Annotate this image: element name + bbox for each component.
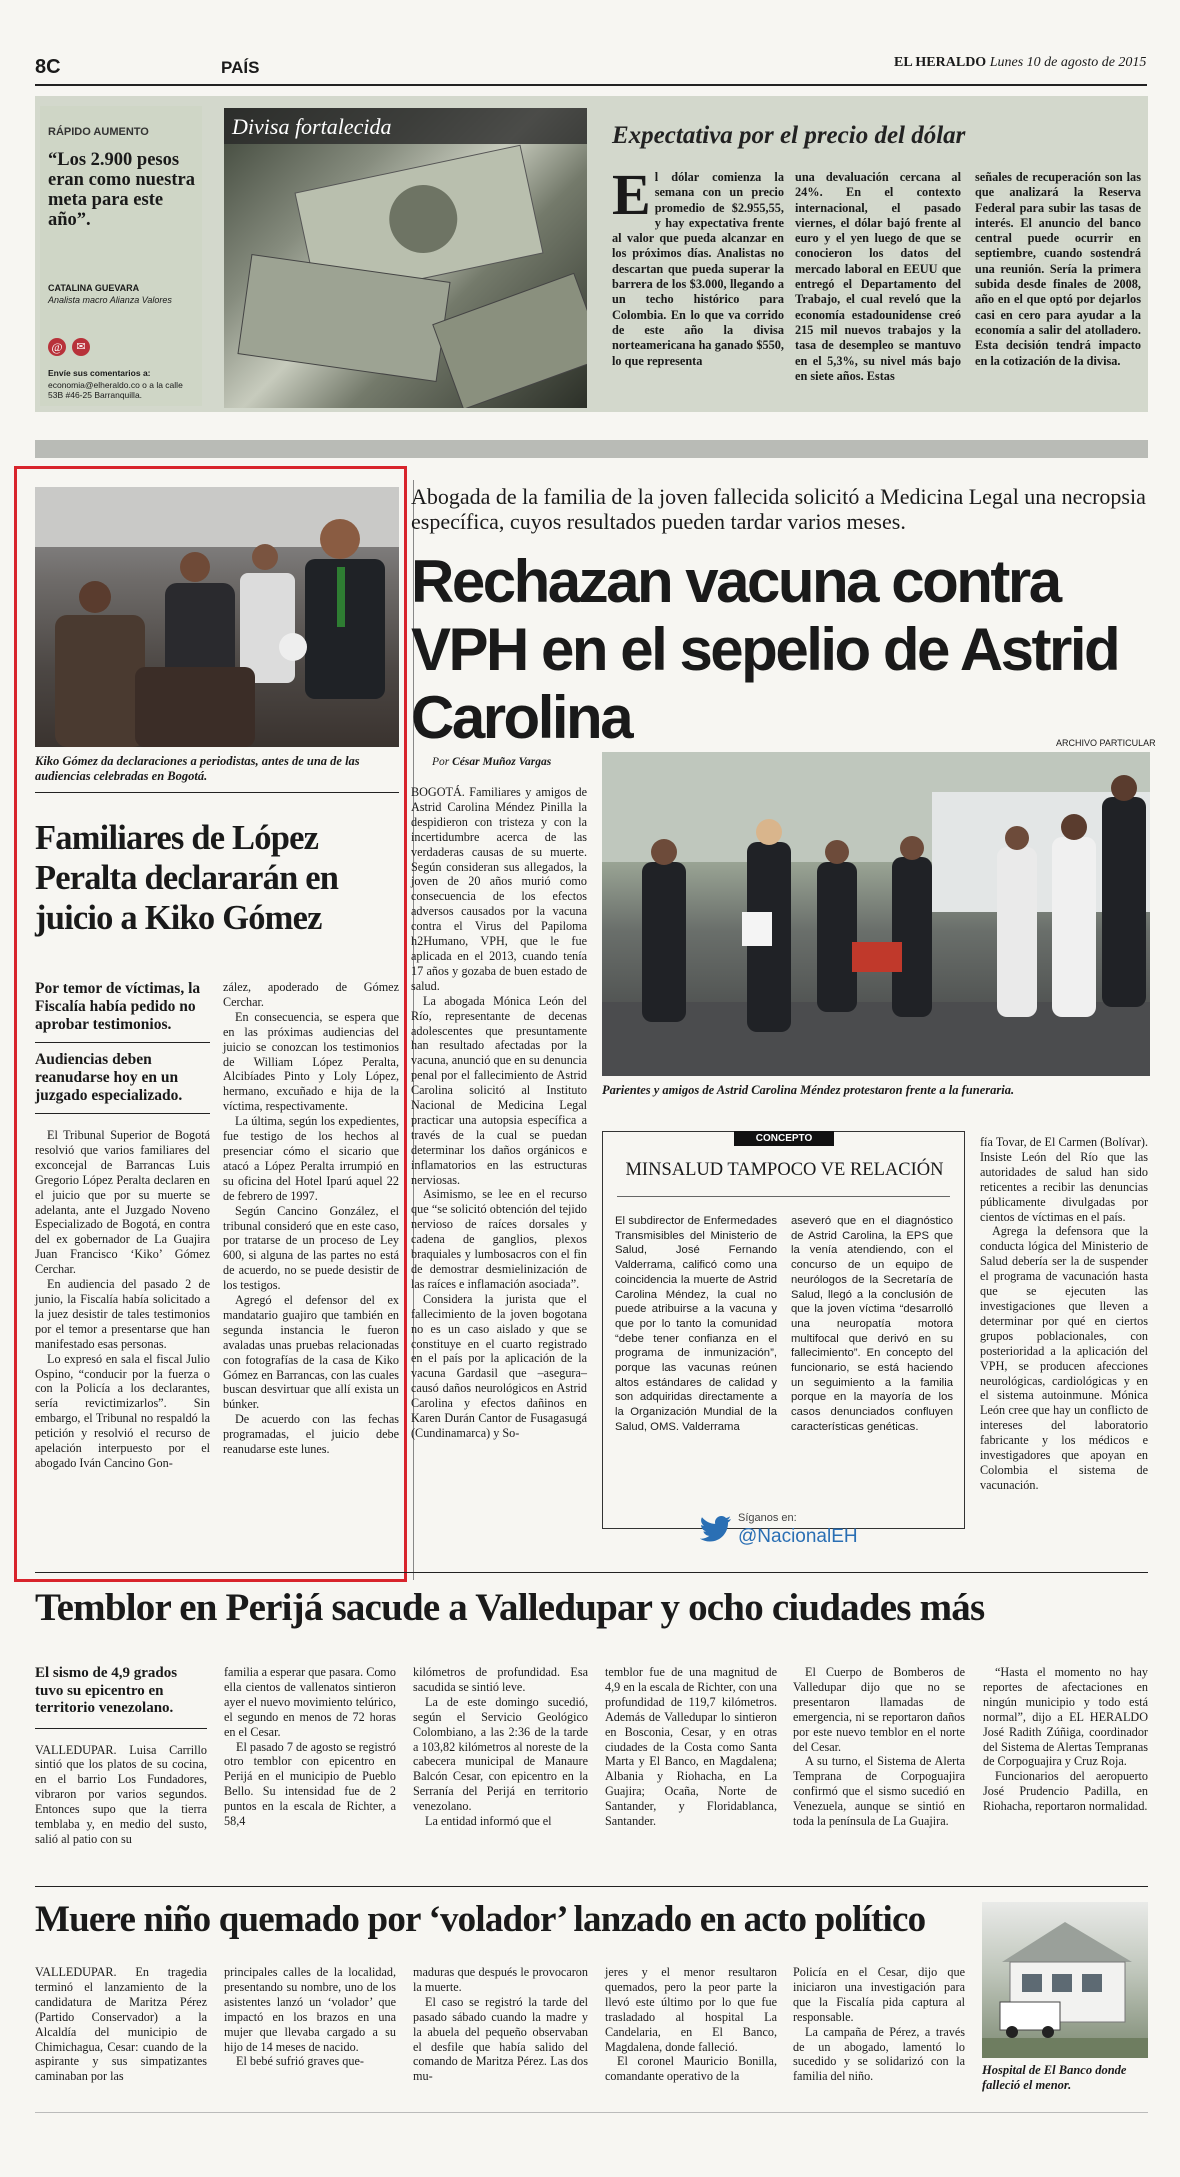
nino-p4b: El coronel Mauricio Bonilla, comandante operativo de la: [605, 2054, 777, 2084]
concepto-title: MINSALUD TAMPOCO VE RELACIÓN: [625, 1160, 944, 1180]
twitter-bird-icon: [700, 1516, 732, 1542]
kiko-p4: zález, apoderado de Gómez Cerchar.: [223, 980, 399, 1009]
quote-kicker: RÁPIDO AUMENTO: [48, 126, 149, 138]
nino-p3b: El caso se registró la tarde del pasado sábado cuando la madre y la abuela del pequeño observaban el desfile que había salido del comando de Maritza Pérez. Las dos mu-: [413, 1994, 588, 2084]
kiko-p3: Lo expresó en sala el fiscal Julio Ospino, “conducir por la fuerza o con la Policía a los declarantes, sería revictimizarlos”. Sin embargo, el Tribunal no respaldó la petición y resolvió el recurso de apelación interpuesto por el abogado Iván Cancino Gon-: [35, 1351, 210, 1470]
nino-col-1: VALLEDUPAR. En tragedia terminó el lanzamiento de la candidatura de Maritza Pérez (Partido Conservador) a la Alcaldía del municipio de Chimichagua, Cesar: cuando de la aspirante y sus simpatizantes caminaban por las: [35, 1965, 207, 2084]
vph-p6: Agrega la defensora que la conducta lógica del Ministerio de Salud debería ser la de suspender el programa de vacunación hasta que se ejecuten las investigaciones que lleven a determinar por qué en ciertos grupos poblacionales, con posterioridad a la aplicación del VPH, se producen afecciones neurológicas, cardiológicas y en el sistema autoinmune. Mónica León cree que hay un conflicto de intereses del laboratorio fabricante y los médicos e investigadores que apoyan en Colombia el sistema de vacunación.: [980, 1224, 1148, 1492]
at-icon: @: [48, 338, 66, 356]
temblor-col-1-text: VALLEDUPAR. Luisa Carrillo sintió que los platos de su cocina, en el barrio Los Fundadores, vibraron por varios segundos. Entonces supo que la tierra temblaba y, en medio del susto, salió al patio con su: [35, 1742, 207, 1846]
temblor-col-4: temblor fue de una magnitud de 4,9 en la escala de Richter, con una profundidad de 119,7 kilómetros. Además de Valledupar lo sintieron en Bosconia, Cesar, y en otras ciudades de la Costa como Santa Marta y El Banco, en Magdalena; Albania y Riohacha, en La Guajira; Ocaña, Norte de Santander, y Floridablanca, Santander.: [605, 1665, 777, 1829]
nino-p2b: El bebé sufrió graves que-: [236, 2054, 364, 2069]
page-top-edge: [0, 0, 1180, 10]
separator-band: [35, 440, 1148, 458]
kiko-p6: La última, según los expedientes, fue testigo de los hechos al presenciar cómo el sicario que atacó a López Peralta irrumpió en su oficina del Hotel Iparú aquel 22 de febrero de 1997.: [223, 1114, 399, 1203]
vph-p2: La abogada Mónica León del Río, representante de decenas adolescentes que presuntamente han resultado afectadas por la vacuna, anunció que en su denuncia penal por el fallecimiento de Astrid Carolina solicitó al Instituto Nacional de Medicina Legal practicar una autopsia específica a través de la cual se puedan determinar los daños orgánicos e inflamatorios en las estructuras nerviosas.: [411, 993, 587, 1187]
kiko-subhead-2: Audiencias deben reanudarse hoy en un juzgado especializado.: [35, 1051, 183, 1104]
vph-byline: [432, 756, 551, 768]
nino-col-4: [605, 1965, 777, 2084]
temblor-p5b: A su turno, el Sistema de Alerta Temprana de Corpoguajira confirmó que el sismo sucedió en Venezuela, aunque se sintió en toda la península de La Guajira.: [793, 1754, 965, 1829]
temblor-col-1: [35, 1665, 207, 1847]
vph-byline-prefix: Por: [432, 756, 450, 768]
paper-name: EL HERALDO: [894, 55, 987, 70]
temblor-p2b: El pasado 7 de agosto se registró otro temblor con epicentro en Perijá en el municipio de Pueblo Bello. Su intensidad fue de 2 puntos en la escala de Richter, a 58,4: [224, 1739, 396, 1829]
kiko-p7: Según Cancino González, el tribunal consideró que en este caso, por tratarse de un proceso de Ley 600, si alguna de las partes no está de acuerdo, no se puede desistir de los testigos.: [223, 1203, 399, 1293]
nino-headline: Muere niño quemado por ‘volador’ lanzado en acto político: [35, 1899, 926, 1940]
temblor-p6a: “Hasta el momento no hay reportes de afectaciones en ningún municipio y todo está normal”, dijo a EL HERALDO José Radith Zúñiga, coordinador del Sistema de Alertas Tempranas de Corpoguajira y Cruz Roja.: [983, 1665, 1148, 1769]
temblor-col-5: [793, 1665, 965, 1829]
kiko-p8: Agregó el defensor del ex mandatario guajiro que también en segunda instancia le fueron avaladas unas pruebas relacionadas con fotografías de la casa de Kiko Gómez en Barrancas, con las cuales buscan desvirtuar que allí exista un búnker.: [223, 1293, 399, 1412]
kiko-caption-rule: [35, 792, 399, 793]
nino-top-rule: [35, 1886, 1148, 1887]
nino-p5a: Policía en el Cesar, dijo que iniciaron una investigación para que la Fiscalía pida captura al responsable.: [793, 1965, 965, 2024]
section-name: PAÍS: [221, 58, 260, 77]
temblor-col-3: [413, 1665, 588, 1829]
vph-p1: BOGOTÁ. Familiares y amigos de Astrid Carolina Méndez Pinilla la despidieron con tristeza y con la incertidumbre acerca de las verdaderas causas de su muerte. Según consideran sus allegados, la joven de 20 años murió como consecuencia de los efectos adversos causados por la vacuna contra el Virus del Papiloma h2Humano, VPH, que le fue aplicada en el 2013, cuando tenía 17 años y gozaba de buen estado de salud.: [411, 785, 587, 993]
temblor-col-6: [983, 1665, 1148, 1814]
vph-kicker: Abogada de la familia de la joven fallecida solicitó a Medicina Legal una necropsia específica, cuyos resultados pueden tardar varios meses.: [411, 484, 1146, 534]
quote-author: CATALINA GUEVARA: [48, 283, 140, 293]
temblor-p3c: La entidad informó que el: [425, 1814, 552, 1829]
temblor-col-2: [224, 1665, 396, 1829]
vph-protest-photo: [602, 752, 1150, 1076]
mail-icon: ✉: [72, 338, 90, 356]
kiko-p9: De acuerdo con las fechas programadas, el juicio debe reanudarse este lunes.: [223, 1412, 399, 1457]
vph-col-1: [411, 785, 587, 1441]
temblor-headline: Temblor en Perijá sacude a Valledupar y ocho ciudades más: [35, 1586, 985, 1629]
nino-col-2: [224, 1965, 396, 2069]
vph-p4: Considera la jurista que el fallecimiento de la joven bogotana no es un caso aislado y que se constituye en el cuarto registrado en el país por la aplicación de la vacuna Gardasil que –asegura– causó daños neurológicos en Astrid Carolina y efectos dañinos en Karen Durán Cantor de Fusagasugá (Cundinamarca) y So-: [411, 1291, 587, 1440]
concepto-tag: CONCEPTO: [734, 1131, 834, 1146]
kiko-p2: En audiencia del pasado 2 de junio, la Fiscalía había solicitado a la juez desistir de tales testimonios por el temor a presentarse que han manifestado esas personas.: [35, 1277, 210, 1351]
dollar-col-1-text: l dólar comienza la semana con un precio promedio de $2.955,55, y hay expectativa frente al valor que pueda alcanzar en los próximos días. Analistas no descartan que pueda superar la barrera de los $3.000, llegando a un techo histórico para Colombia. En lo que va corrido de este año la divisa norteamericana ha ganado $550, lo que representa: [612, 170, 784, 368]
dollar-bills-photo: [224, 108, 587, 408]
kiko-sub-rule-2: [35, 1113, 210, 1114]
page-bottom-rule: [35, 2112, 1148, 2113]
temblor-p3a: kilómetros de profundidad. Esa sacudida se sintió leve.: [413, 1665, 588, 1694]
vph-photo-caption: Parientes y amigos de Astrid Carolina Méndez protestaron frente a la funeraria.: [602, 1083, 1015, 1097]
temblor-top-rule: [35, 1572, 1148, 1573]
concepto-rule: [617, 1196, 950, 1197]
kiko-headline: Familiares de López Peralta declararán en juicio a Kiko Gómez: [35, 819, 339, 937]
temblor-sub-rule: [35, 1728, 207, 1729]
comments-address: economia@elheraldo.co o a la calle 53B #46-25 Barranquilla.: [48, 380, 183, 400]
kiko-sub-rule-1: [35, 1042, 210, 1043]
quote-role: Analista macro Alianza Valores: [48, 295, 172, 305]
dollar-col-3: señales de recuperación son las que analizará la Reserva Federal para subir las tasas de interés. El anuncio del banco central puede ocurrir en septiembre, cuando sostendrá una reunión. Sería la primera subida desde finales de 2008, año en el que optó por dejarlos casi en cero para ayudar a la economía a salir del atolladero. Esta decisión tendrá impacto en la cotización de la divisa.: [975, 170, 1141, 368]
temblor-p3b: La de este domingo sucedió, según el Servicio Geológico Colombiano, a las 2:36 de la tarde a 103,82 kilómetros al noreste de la cabecera municipal de Manaure Balcón Cesar, con epicentro en la Serranía del Perijá en territorio venezolano.: [413, 1694, 588, 1814]
vph-col-4: [980, 1135, 1148, 1493]
nino-col-3: [413, 1965, 588, 2084]
masthead-rule: [35, 84, 1147, 86]
concepto-col-1: El subdirector de Enfermedades Transmisibles del Ministerio de Salud, José Fernando Valderrama, calificó como una coincidencia la muerte de Astrid Carolina Méndez, la cual no puede atribuirse a la vacuna y que por lo tanto la comunidad “debe tener confianza en el programa de inmunización”, porque las vacunas reúnen altos estándares de calidad y son adquiridas directamente a la Organización Mundial de la Salud, OMS. Valderrama: [615, 1215, 777, 1433]
dollar-col-2: una devaluación cercana al 24%. En el contexto internacional, el pasado viernes, el dólar bajó frente al euro y el yen luego de que se conocieron los datos del mercado laboral en EEUU que entregó el Departamento del Trabajo, el cual reveló que la economía estadounidense creó 215 mil nuevos trabajos y la tasa de desempleo se mantuvo en el 5,3%, su nivel más bajo en siete años. Estas: [795, 170, 961, 383]
comments-label: Envíe sus comentarios a:: [48, 368, 151, 378]
vph-byline-author: César Muñoz Vargas: [452, 756, 552, 768]
temblor-p5a: El Cuerpo de Bomberos de Valledupar dijo que no se presentaron llamadas de emergencia, ni se reportaron daños por este nuevo temblor en el norte del Cesar.: [793, 1665, 965, 1754]
nino-p2a: principales calles de la localidad, presentando su nombre, uno de los asistentes lanzó un ‘volador’ que impactó en los brazos en una mujer que llevaba cargado a su hijo de 14 meses de nacido.: [224, 1965, 396, 2054]
quote-box: [40, 106, 202, 406]
kiko-photo-caption: Kiko Gómez da declaraciones a periodistas, antes de una de las audiencias celebradas en Bogotá.: [35, 754, 360, 783]
nino-p5b: La campaña de Pérez, a través de un abogado, lamentó lo sucedido y se solidarizó con la familia del niño.: [793, 2024, 965, 2084]
dollar-col-1: [612, 162, 784, 369]
vph-p3: Asimismo, se lee en el recurso que “se solicitó obtención del tejido nervioso de raíces dorsales y cadena de ganglios, plexos braquiales y lumbosacros con el fin de demostrar desmielinización de las raíces e inflamación asociada”.: [411, 1187, 587, 1291]
hospital-photo: [982, 1902, 1148, 2058]
kiko-subhead-1: Por temor de víctimas, la Fiscalía había pedido no aprobar testimonios.: [35, 980, 201, 1033]
kiko-p1: El Tribunal Superior de Bogotá resolvió que varios familiares del exconcejal de Barrancas Luis Gregorio López Peralta declaren en el juicio que por su muerte se adelanta, ante el Juzgado Noveno Especializado de Bogotá, en contra del ex gobernador de La Guajira Juan Francisco ‘Kiko’ Gómez Cerchar.: [35, 1128, 210, 1277]
social-label: Síganos en:: [738, 1512, 797, 1524]
masthead-info: [894, 55, 1146, 71]
kiko-col-2: [223, 980, 399, 1457]
concepto-col-2: aseveró que en el diagnóstico de Astrid Carolina, la EPS que la venía atendiendo, con el concurso de un equipo de neurólogos de la Secretaría de Salud, llegó a la conclusión de que la joven víctima “desarrolló una neuropatía motora multifocal que derivó en su fallecimiento”. En concepto del funcionario, se está haciendo un seguimiento a la familia porque en la mayoría de los casos denunciados confluyen características genéticas.: [791, 1215, 953, 1433]
kiko-photo: [35, 487, 399, 747]
nino-col-5: [793, 1965, 965, 2084]
quote-text: “Los 2.900 pesos eran como nuestra meta para este año”.: [48, 150, 195, 230]
issue-date: Lunes 10 de agosto de 2015: [989, 55, 1147, 70]
nino-p3a: maduras que después le provocaron la muerte.: [413, 1965, 588, 1994]
temblor-p2a: familia a esperar que pasara. Como ella cientos de vallenatos sintieron ayer el nuevo movimiento telúrico, el segundo en menos de 72 horas en el Cesar.: [224, 1665, 396, 1739]
vph-photo-credit: ARCHIVO PARTICULAR: [1056, 738, 1156, 748]
kiko-col-1-text: [35, 1128, 210, 1471]
page-number: 8C: [35, 56, 61, 78]
temblor-subhead: El sismo de 4,9 grados tuvo su epicentro en territorio venezolano.: [35, 1665, 178, 1716]
photo-label: Divisa fortalecida: [232, 114, 392, 139]
temblor-p6b: Funcionarios del aeropuerto José Prudencio Padilla, en Riohacha, reportaron normalidad.: [983, 1769, 1148, 1814]
dollar-article-title: Expectativa por el precio del dólar: [612, 122, 966, 149]
social-handle[interactable]: @NacionalEH: [738, 1526, 858, 1547]
concepto-box: [602, 1131, 965, 1529]
dollar-dropcap: E: [612, 162, 651, 227]
hospital-caption: Hospital de El Banco donde falleció el menor.: [982, 2063, 1127, 2092]
vph-p5: fía Tovar, de El Carmen (Bolívar). Insiste León del Río que las autoridades de salud han sido reticentes a recibir las denuncias públicamente divulgadas por cientos de víctimas en el país.: [980, 1135, 1148, 1224]
kiko-p5: En consecuencia, se espera que en las próximas audiencias del juicio se conozcan los testimonios de William López Peralta, Alcibíades Pinto y Loly López, hermano, excuñado e hija de la víctima, respectivamente.: [223, 1009, 399, 1114]
nino-p4a: jeres y el menor resultaron quemados, pero la peor parte la llevó este último por lo que fue trasladado al hospital La Candelaria, en El Banco, Magdalena, donde falleció.: [605, 1965, 777, 2054]
kiko-col-1: [35, 980, 210, 1471]
vph-headline: Rechazan vacuna contra VPH en el sepelio de Astrid Carolina: [411, 548, 1119, 751]
